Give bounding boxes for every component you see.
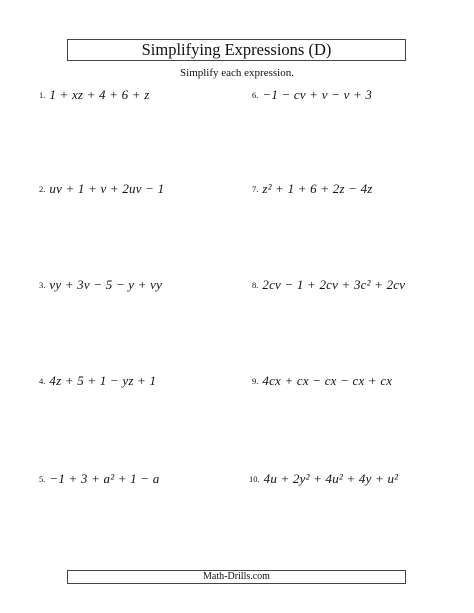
problem-number: 1.	[39, 90, 46, 100]
problem-expression: vy + 3v − 5 − y + vy	[49, 277, 163, 292]
problem-3	[39, 277, 162, 293]
problem-number: 9.	[252, 376, 259, 386]
problem-number: 3.	[39, 280, 46, 290]
problem-10	[249, 471, 398, 487]
problem-number: 10.	[249, 474, 260, 484]
problem-number: 6.	[252, 90, 259, 100]
problem-expression: 4cx + cx − cx − cx + cx	[262, 373, 393, 388]
problem-expression: 2cv − 1 + 2cv + 3c² + 2cv	[262, 277, 406, 292]
problem-expression: 4z + 5 + 1 − yz + 1	[49, 373, 157, 388]
worksheet-title: Simplifying Expressions (D)	[67, 39, 406, 61]
problem-6	[252, 87, 372, 103]
problem-4	[39, 373, 156, 389]
problem-2	[39, 181, 164, 197]
problem-8	[252, 277, 405, 293]
problem-number: 2.	[39, 184, 46, 194]
problem-expression: 4u + 2y² + 4u² + 4y + u²	[263, 471, 399, 486]
problem-number: 7.	[252, 184, 259, 194]
footer-site-link[interactable]: Math-Drills.com	[67, 570, 406, 584]
problem-expression: −1 + 3 + a² + 1 − a	[49, 471, 160, 486]
problem-number: 8.	[252, 280, 259, 290]
problem-expression: 1 + xz + 4 + 6 + z	[49, 87, 150, 102]
problem-expression: −1 − cv + v − v + 3	[262, 87, 373, 102]
problem-expression: uv + 1 + v + 2uv − 1	[49, 181, 165, 196]
problem-number: 4.	[39, 376, 46, 386]
problem-9	[252, 373, 392, 389]
problem-1	[39, 87, 149, 103]
problem-5	[39, 471, 159, 487]
problem-number: 5.	[39, 474, 46, 484]
problem-expression: z² + 1 + 6 + 2z − 4z	[262, 181, 373, 196]
problem-7	[252, 181, 373, 197]
worksheet-instruction: Simplify each expression.	[180, 67, 294, 79]
